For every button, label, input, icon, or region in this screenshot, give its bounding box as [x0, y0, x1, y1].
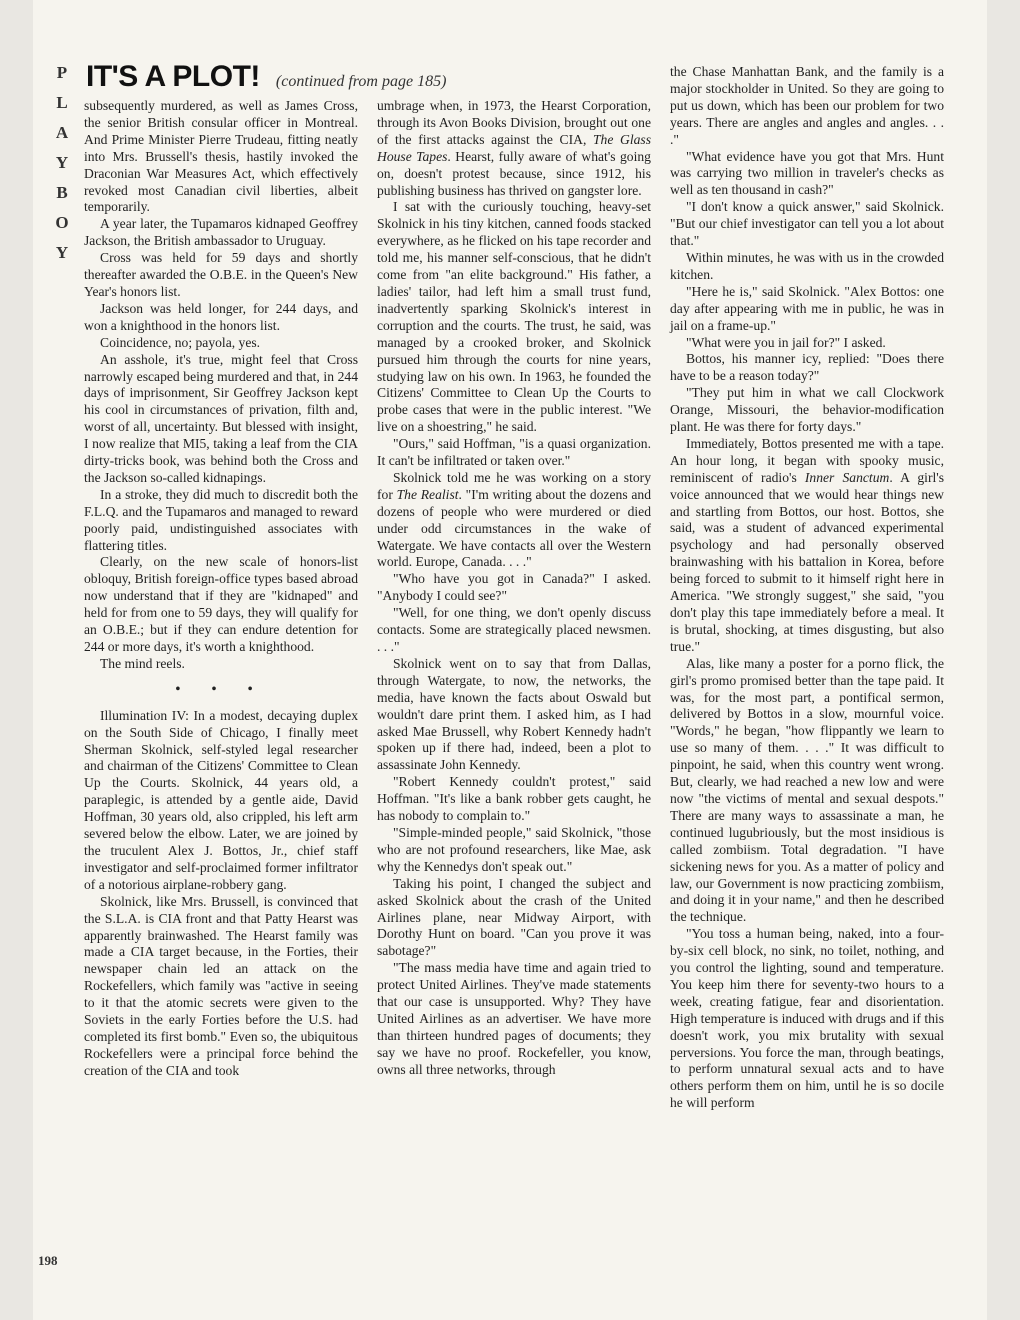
paragraph: Jackson was held longer, for 244 days, and won a knighthood in the honors list. — [84, 300, 358, 333]
paragraph: Skolnick, like Mrs. Brussell, is convinced that the S.L.A. is CIA front and that Patty Hearst was apparently brainwashed. The Hearst family was made a CIA target because, in the Forties, their newspaper chain led an attack on the Rockefellers, which family was "active in seeing to it that the atomic secrets were given to the Soviets in the early Forties before the U.S. had completed its first bomb." Even so, the ubiquitous Rockefellers were a principal force behind the creation of the CIA and took — [84, 893, 358, 1078]
text-column-3 — [670, 64, 944, 1112]
paragraph — [377, 98, 651, 199]
paragraph: Cross was held for 59 days and shortly thereafter awarded the O.B.E. in the Queen's New Year's honors list. — [84, 250, 358, 299]
article-header — [86, 60, 656, 96]
paragraph: "Simple-minded people," said Skolnick, "those who are not profound researchers, like Mae, ask why the Kennedys don't speak out." — [377, 824, 651, 874]
paragraph: "Well, for one thing, we don't openly discuss contacts. Some are strategically placed newsmen. . . ." — [377, 605, 651, 654]
magazine-letter: A — [55, 123, 69, 142]
magazine-name-vertical — [47, 58, 77, 268]
paragraph: "They put him in what we call Clockwork Orange, Missouri, the behavior-modification plant. He was there for forty days." — [670, 385, 944, 435]
paragraph-text: umbrage when, in 1973, the Hearst Corporation, through its Avon Books Division, brought out one of the first attacks against the CIA, — [377, 98, 651, 147]
paragraph: "Ours," said Hoffman, "is a quasi organization. It can't be infiltrated or taken over." — [377, 436, 651, 469]
paragraph — [377, 470, 651, 571]
text-column-2 — [377, 98, 651, 1079]
magazine-letter: Y — [55, 243, 69, 262]
paragraph: the Chase Manhattan Bank, and the family is a major stockholder in United. So they are going to put us down, which has been our problem for two years. There are angles and angles and angles. . . ." — [670, 64, 944, 147]
paragraph: Alas, like many a poster for a porno flick, the girl's promo promised better than the tape paid. It was, for the most part, a pontifical sermon, delivered by Bottos in a slow, mournful voice. "Words," he began, "how flippantly we learn to use so many of them. . . ." It was difficult to pinpoint, he said, when this country went wrong. But, clearly, we had reached a new low and were now "the victims of mental and sexual despots." There are many ways to assassinate a man, he continued lugubriously, but the most insidious is called zombiism. Total degradation. "I have sickening news for you. As a matter of policy and law, our Government is now practicing zombiism, and doing it in your name," and then he described the technique. — [670, 655, 944, 925]
paragraph: The mind reels. — [100, 655, 185, 671]
paragraph: In a stroke, they did much to discredit both the F.L.Q. and the Tupamaros and managed to reward poorly paid, undistinguished associates with flattering titles. — [84, 486, 358, 553]
paragraph: A year later, the Tupamaros kidnaped Geoffrey Jackson, the British ambassador to Uruguay. — [84, 216, 358, 249]
paragraph: Skolnick went on to say that from Dallas, through Watergate, to now, the networks, the media, have known the facts about Oswald but wouldn't dare print them. I asked him, as I had asked Mae Brussell, why Robert Kennedy hadn't spoken up if there had, indeed, been a plot to assassinate John Kennedy. — [377, 655, 651, 773]
paragraph-text: . "I'm writing about the dozens and dozens of people who were murdered or died under odd circumstances in the wake of Watergate. We have contacts all over the Western world. Europe, Canada. . . ." — [377, 486, 651, 570]
paragraph-text: . A girl's voice announced that we would hear things new and startling from Bottos, our host. Bottos, she said, was a student of advanced experimental psychology and had personally observed brainwashing with his battalion in Korea, before being forced to submit to it himself right here in America. "We strongly suggest," she said, "you don't play this tape immediately before a meal. It is brutal, shocking, at times disgusting, but also true." — [670, 469, 944, 654]
text-column-1 — [84, 98, 358, 1080]
paragraph: Taking his point, I changed the subject and asked Skolnick about the crash of the United Airlines plane, near Midway Airport, with Dorothy Hunt on board. "Can you prove it was sabotage?" — [377, 875, 651, 959]
paragraph: "I don't know a quick answer," said Skolnick. "But our chief investigator can tell you a lot about that." — [670, 199, 944, 249]
magazine-letter: Y — [55, 153, 69, 172]
paragraph: "The mass media have time and again tried to protect United Airlines. They've made statements that our case is unsupported. Why? They have United Airlines as an advertiser. We have more than thirteen hundred pages of documents; they say we have no proof. Rockefeller, you know, owns all three networks, through — [377, 960, 651, 1077]
paragraph: Clearly, on the new scale of honors-list obloquy, British foreign-office types based abroad now understand that if they are "kidnaped" and held for from one to 59 days, they will qualify for an O.B.E.; but if they can endure detention for 244 or more days, it's worth a knighthood. — [84, 554, 358, 654]
paragraph: "Who have you got in Canada?" I asked. "Anybody I could see?" — [377, 571, 651, 604]
paragraph: Within minutes, he was with us in the crowded kitchen. — [670, 249, 944, 282]
paragraph-text: Immediately, Bottos presented me with a tape. An hour long, it began with spooky music, reminiscent of radio's — [670, 435, 944, 485]
book-title: The Glass House Tapes — [377, 131, 652, 164]
magazine-letter: P — [56, 63, 68, 82]
article-title: IT'S A PLOT! — [86, 60, 260, 93]
magazine-letter: O — [55, 213, 69, 232]
page-number: 198 — [38, 1253, 58, 1268]
paragraph: An asshole, it's true, might feel that Cross narrowly escaped being murdered and that, in 244 days of imprisonment, Sir Geoffrey Jackson kept his cool in circumstances of privation, filth and, worst of all, uncertainty. But blessed with insight, I now realize that MI5, taking a leaf from the CIA dirty-tricks book, was behind both the Cross and the Jackson so-called kidnapings. — [84, 351, 358, 485]
paragraph-text: Skolnick told me he was working on a story for — [377, 469, 651, 502]
magazine-letter: L — [56, 93, 68, 112]
magazine-letter: B — [56, 183, 68, 202]
paragraph: Bottos, his manner icy, replied: "Does there have to be a reason today?" — [670, 351, 944, 384]
publication-title: The Realist — [396, 486, 459, 502]
paragraph: subsequently murdered, as well as James Cross, the senior British consular officer in Montreal. And Prime Minister Pierre Trudeau, fitting neatly into Mrs. Brussell's thesis, hastily invoked the Draconian War Measures Act, which effectively revoked most Canadian civil liberties, albeit temporarily. — [84, 98, 358, 215]
paragraph: I sat with the curiously touching, heavy-set Skolnick in his tiny kitchen, canned foods stacked everywhere, as he flicked on his tape recorder and told me, his manner self-conscious, that he didn't come from "an elite background." His father, a ladies' tailor, had left him a small trust fund, inadvertently sparking Skolnick's interest in corruption and the courts. The trust, he said, was managed by a crooked broker, and Skolnick pursued him through the courts for nine years, studying law on his own. In 1963, he founded the Citizens' Committee to Clean Up the Courts to probe cases that were in the public interest. "We live on a shoestring," he said. — [377, 199, 651, 435]
paragraph: "What were you in jail for?" I asked. — [686, 334, 886, 350]
radio-show-title: Inner Sanctum — [804, 469, 890, 485]
section-break: • • • — [175, 680, 267, 696]
continued-note: (continued from page 185) — [275, 73, 447, 90]
paragraph: "What evidence have you got that Mrs. Hunt was carrying two million in traveler's checks as well as ten thousand in cash?" — [670, 148, 944, 198]
paragraph: "Here he is," said Skolnick. "Alex Bottos: one day after appearing with me in public, he was in jail on a frame-up." — [670, 283, 944, 333]
paragraph-text: . Hearst, fully aware of what's going on, doesn't protest because, since 1912, his publishing business has thrived on gangster lore. — [377, 148, 651, 198]
paragraph: Illumination IV: In a modest, decaying duplex on the South Side of Chicago, I finally meet Sherman Skolnick, self-styled legal researcher and chairman of the Citizens' Committee to Clean Up the Courts. Skolnick, 44 years old, a paraplegic, is attended by a gentle aide, David Hoffman, 30 years old, also crippled, his left arm severed below the elbow. Later, we are joined by the truculent Alex J. Bottos, Jr., chief staff investigator and self-proclaimed former infiltrator of a notorious airplane-robbery gang. — [84, 707, 358, 892]
paragraph: "You toss a human being, naked, into a four-by-six cell block, no sink, no toilet, nothing, and you control the lighting, sound and temperature. You keep him there for seventy-two hours to a week, creating fatigue, fear and disorientation. High temperature is induced with drugs and if this doesn't work, you mix brutality with sexual perversions. You force the man, through beatings, to perform unnatural sexual acts and to have others perform them on him, until he is so docile he will perform — [670, 926, 944, 1111]
paragraph: Coincidence, no; payola, yes. — [100, 334, 261, 350]
paragraph: "Robert Kennedy couldn't protest," said Hoffman. "It's like a bank robber gets caught, he has nobody to complain to." — [377, 774, 651, 824]
paragraph — [670, 436, 944, 656]
